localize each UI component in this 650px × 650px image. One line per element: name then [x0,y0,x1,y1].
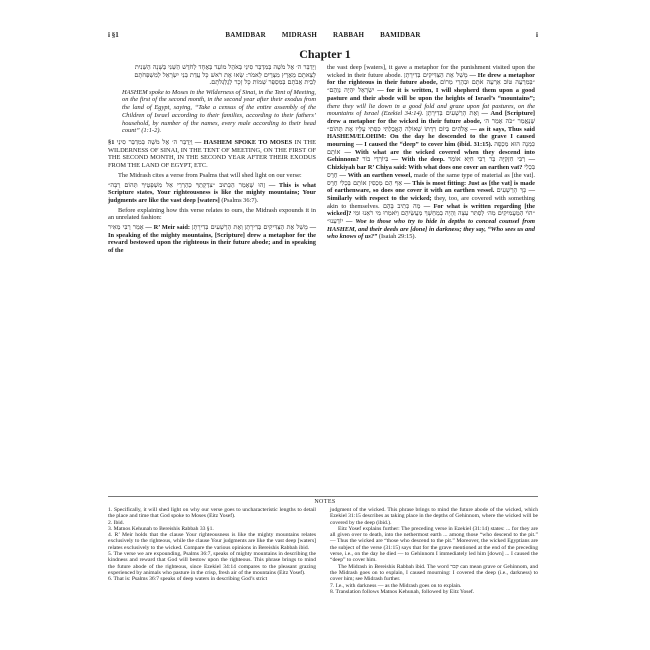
paragraph-5 [108,224,316,255]
hebrew-fragment: כִּמְנָה הוּא מְכַסֶּה אוֹתָם [327,140,535,156]
bold-translation: — With what are the wicked covered when they descend into Gehinnom? [327,148,535,164]
header-title: BAMIDBAR MIDRASH RABBAH BAMIDBAR [225,31,421,39]
hebrew-fragment: וְאֶת הָרְשָׁעִים בְּדִירָתָן [426,109,479,118]
note-item: 1. Specifically, it will shed light on why our verse goes to uncharacteristic lengths to detail the place and time that God spoke to Moses (Eitz Yosef). [108,507,316,520]
note-item: The Midrash in Bereishis Rabbah ibid. The word קבר can mean grave or Gehinnom, and the Midrash goes on to explain, I caused mourning: I covered the deep (i.e., darkness) to cover him; see Midrash further. [330,563,538,583]
paragraph-3 [108,182,316,205]
header-section-marker: i §1 [108,31,119,39]
plain-text: made of the same type of material as [the vat]. [413,171,535,179]
section-mark: §1 [108,139,115,146]
bold-translation: — for it is written, I will shepherd them upon a good pasture and their abode will be upon the heights of Israel’s “mountains”; [327,87,535,102]
hebrew-fragment: מָשַׁל אֶת הַצַּדִּיקִים בְּדִירָתָן [244,223,308,232]
verse-reference: (Psalms 36:7). [221,196,259,204]
bold-translation: — And [Scripture] drew a metaphor for the wicked in their future abode, [327,110,535,125]
notes-left-column [108,507,316,583]
note-item: 6. That is: Psalms 36:7 speaks of deep waters in describing God’s strict [108,576,268,583]
paragraph-4: Before explaining how this verse relates to ours, the Midrash expounds it in an unrelated fashion: [108,206,316,222]
hebrew-fragment: מַה כְּתִיב בָּהֶם [382,201,421,210]
running-header [108,31,538,43]
plain-text: they, too, are covered with something akin to themselves. [327,194,535,210]
hebrew-fragment: רַבִּי חִזְקִיָּה בַּר רַבִּי חִיָּא אוֹמֵר [448,155,526,164]
note-item: 7. I.e., with darkness — as the Midrash goes on to explain. [330,582,462,589]
verse-continuation: there they will lie down in a good fold and graze upon fat pastures, on the mountains of Israel (Ezekiel 34:14). [327,102,535,118]
hebrew-fragment: שֶׁנֶּאֱמַר ״כֹּה אָמַר ה׳ אֱלֹהִים בְּיוֹם רִדְתּוֹ שְׁאוֹלָה הֶאֱבַלְתִּי כִּסֵּתִי עָלָיו אֶת תְּהוֹם״ [327,116,535,133]
bold-translation: — In speaking of the mighty mountains, [Scripture] drew a metaphor for the reward bestowed upon the righteous in their future abode; and in speaking of the [108,224,316,255]
note-item: 5. The verse we are expounding, Psalms 36:7, speaks of mighty mountains in describing the kindness and reward that God will bestow upon the righteous. This phrase brings to mind the future abode of the righteous, since Ezekiel 34:14 compares to the pleasant grazing experienced by animals who pasture in the crisp, fresh air of the mountains (Eitz Yosef). [108,551,316,576]
hebrew-fragment: זֶהוּ שֶׁאָמַר הַכָּתוּב ״צִדְקָתְךָ כְּהַרְרֵי אֵל מִשְׁפָּטֶיךָ תְּהוֹם רַבָּה״ [108,180,266,189]
bold-translation: — Woe to those who try to hide in depths to conceal counsel from HASHEM, and their deeds are [done] in darkness; they say, “Who sees us and who knows of us?” [327,218,535,241]
hebrew-fragment: ״בְּמִרְעֶה טּוֹב אַרְעֶה אֹתָם וּבְהָרֵי מְרוֹם יִשְׂרָאֵל יִהְיֶה נְוֵהֶם״ [327,78,535,95]
hebrew-fragment: וַיְדַבֵּר ה׳ אֶל מֹשֶׁה בְּמִדְבַּר סִינַי [116,138,193,146]
continuation-text: the vast deep [waters], it gave a metaphor for the punishment visited upon the wicked in their future abode. [327,64,535,79]
note-item: judgment of the wicked. This phrase brings to mind the future abode of the wicked, which Ezekiel 31:15 describes as taking place in the depths of Gehinnom, where the wicked will be covered by the deep (ibid.). [330,507,538,526]
hebrew-fragment: מָשַׁל אֶת הַצַּדִּיקִים בְּדִירָתָן [403,70,468,79]
chapter-title: Chapter 1 [299,47,351,61]
bold-translation: — With an earthen vessel, [339,171,413,179]
hebrew-fragment: וְאֶת הָרְשָׁעִים בְּדִירָתָן [191,223,243,232]
hebrew-fragment: בִּיוֹרְדֵי בוֹר [362,155,389,164]
note-item: 8. Translation follows Matnos Kehunah, followed by Eitz Yosef. [330,588,475,595]
bold-translation: — as it says, Thus said HASHEM/ELOHIM: On the day he descended to the grave I caused mourning [327,125,535,149]
bold-translation: — I caused the “deep” to cover him (ibid. 31:15). [355,141,493,149]
note-item: 4. R’ Meir holds that the clause Your righteousness is like the mighty mountains relates exclusively to the righteous, while the clause Your judgments are like the vast deep [waters] relates exclusively to the wicked. Compare the various opinions in Bereishis Rabbah ibid. [108,532,316,551]
bold-translation: — Similarly with respect to the wicked; [327,187,535,202]
note-item: Eitz Yosef explains further: The preceding verse in Ezekiel (31:14) states: ... for they are all given over to death, into the nethermost earth ... among those “who descend to the pit.” — Thus the wicked are “those who descend to the pit.” Moreover, the wicked Egyptians are the subject of the verse (31:15) says that for the grave mentioned at the end of the preceding verse, i.e., on the day he died — to Gehinnom I immediately led him [down] ... I caused the “deep” to cover him. [330,525,538,564]
bold-translation: — HASHEM SPOKE TO MOSES [194,139,293,146]
notes-title: NOTES [314,499,336,505]
hebrew-fragment: ״הוֹי הַמַּעֲמִיקִים מֵה׳ לַסְתִּר עֵצָה וְהָיָה בְמַחְשָׁךְ מַעֲשֵׂיהֶם וַיֹּאמְרוּ מִי רֹאֵנוּ וּמִי יוֹדְעֵנוּ״ [327,209,535,226]
paragraph-2: The Midrash cites a verse from Psalms that will shed light on our verse: [118,171,302,179]
bold-translation: — He drew a metaphor for the righteous in their future abode, [327,71,535,87]
bold-translation: — This is what Scripture states, Your righteousness is like the mighty mountains; Your judgments are like the vast deep [waters] [108,181,316,204]
note-item: 3. Matnos Kehunah to Bereishis Rabbah 33 §1. [108,525,214,532]
main-text-right-column [327,64,535,243]
intro-verse-translation: HASHEM spoke to Moses in the Wilderness of Sinai, in the Tent of Meeting, on the first of the second month, in the second year after their exodus from the land of Egypt, saying, “Take a census of the entire assembly of the Children of Israel according to their families, according to their fathers’ household, by number of the names, every male according to their head count” (1:1-2). [122,88,316,135]
hebrew-fragment: אָמַר רַבִּי מֵאִיר [108,223,144,232]
hebrew-fragment: אַף הֵם מְכַסִּין אוֹתָם בְּכָלִי חֶרֶס [327,178,403,187]
bold-translation: — Chizkiyah bar R’ Chiya said: With what does one cover an earthen vat? [327,156,535,172]
paragraph-6 [327,64,535,241]
bold-translation: — R’ Meir said: [145,224,191,232]
intro-verse-hebrew: וַיְדַבֵּר ה׳ אֶל מֹשֶׁה בְּמִדְבַּר סִינַי בְּאֹהֶל מוֹעֵד בְּאֶחָד לַחֹדֶשׁ הַשֵּׁנִי בַּשָּׁנָה הַשֵּׁנִית לְצֵאתָם מֵאֶרֶץ מִצְרַיִם לֵאמֹר: שְׂאוּ אֶת רֹאשׁ כָּל עֲדַת בְּנֵי יִשְׂרָאֵל לְמִשְׁפְּחֹתָם לְבֵית אֲבֹתָם בְּמִסְפַּר שֵׁמוֹת כָּל זָכָר לְגֻלְגְּלֹתָם. [134,63,316,87]
header-page-number: i [536,31,538,39]
notes-right-column [330,507,538,595]
bold-translation: — With the deep. [391,156,445,164]
smallcaps-translation: IN THE WILDERNESS OF SINAI, IN THE TENT OF MEETING, ON THE FIRST OF THE SECOND MONTH, IN THE SECOND YEAR AFTER THEIR EXODUS FROM THE LAND OF EGYPT, ETC. [108,139,317,170]
hebrew-fragment: כָּךְ הָרְשָׁעִים [496,186,527,195]
verse-reference: (Isaiah 29:15). [378,233,417,241]
bold-translation: — For what is written regarding [the wicked]? [327,202,535,218]
main-text-left-column [108,64,316,257]
notes-divider [108,496,538,497]
paragraph-1 [108,139,316,170]
hebrew-fragment: בִּכְלִי חֶרֶס [327,163,535,179]
bold-translation: — This is most fitting: Just as [the vat] is made of earthenware, so does one cover it with an earthen vessel. [327,179,535,195]
note-item: 2. Ibid. [108,519,125,526]
